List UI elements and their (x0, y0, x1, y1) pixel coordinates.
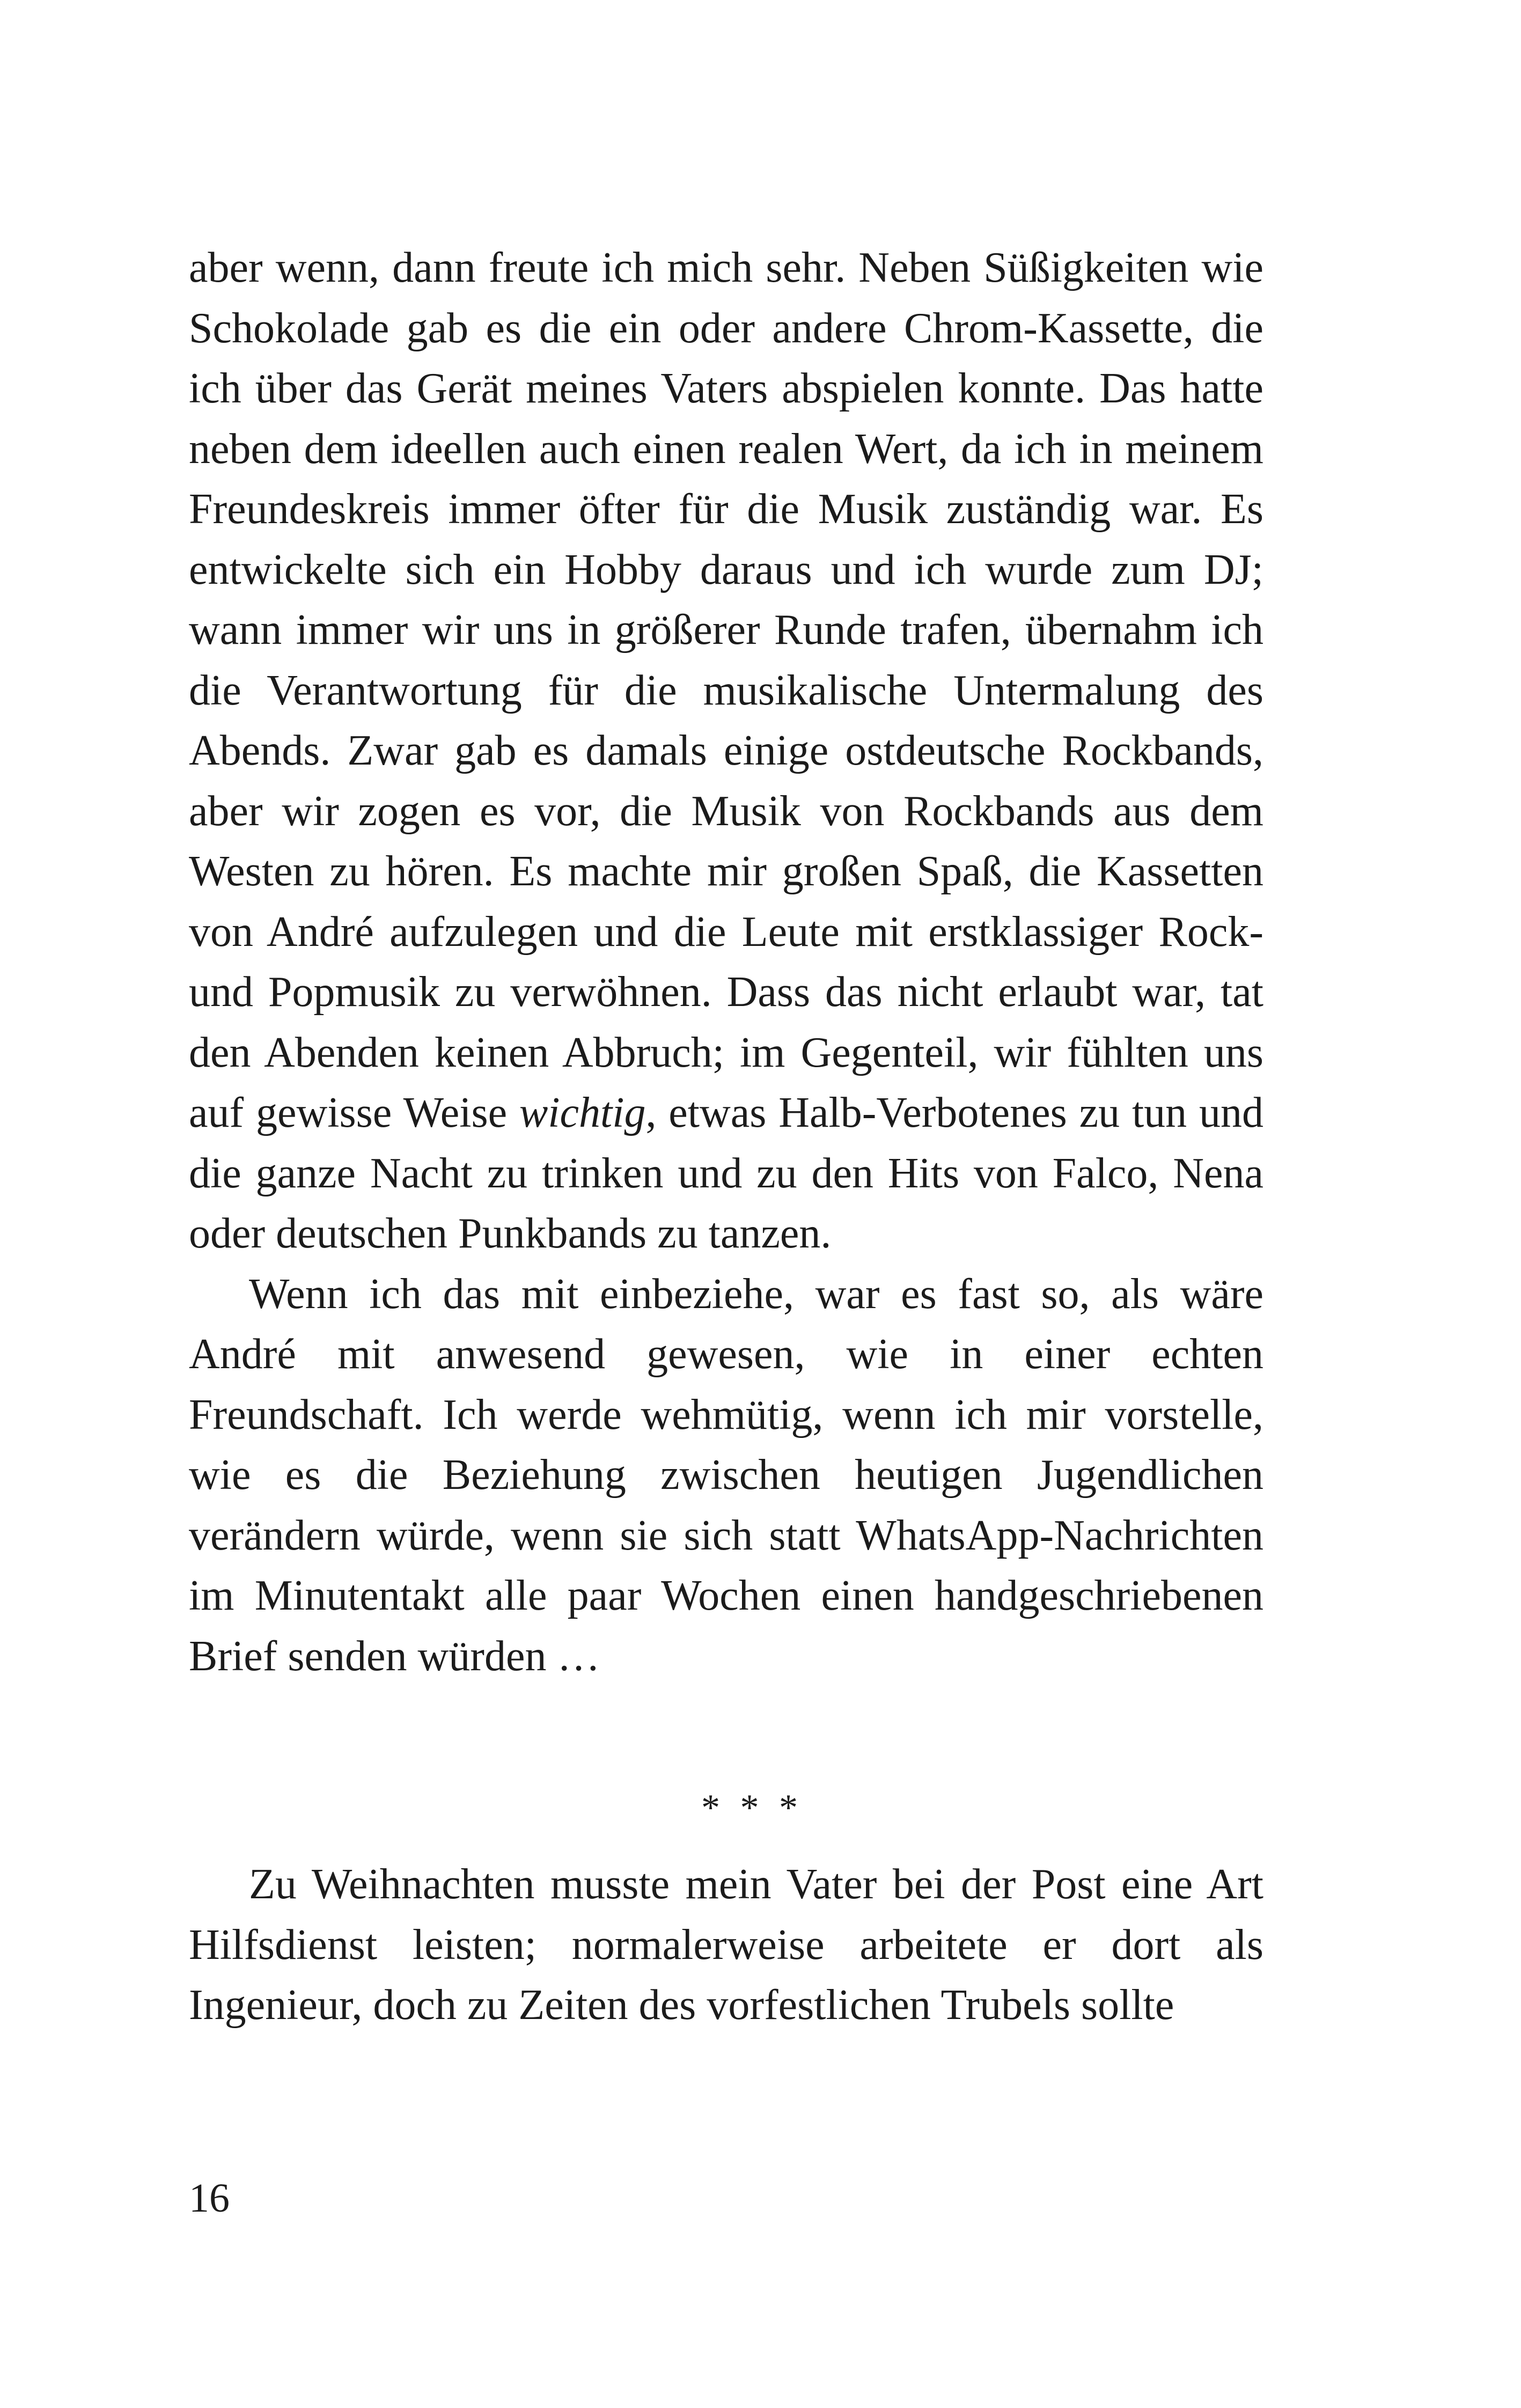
continued-text (189, 1854, 1263, 2036)
main-text (189, 238, 1263, 1686)
paragraph-3: Zu Weihnachten musste mein Vater bei der Post eine Art Hilfsdienst leisten; normalerweise arbeitete er dort als Ingenieur, doch zu Zeiten des vorfestlichen Trubels sollte (189, 1861, 1263, 2029)
paragraph-1 (189, 238, 1263, 1264)
page-number: 16 (189, 2176, 230, 2221)
section-break: * * * (701, 1787, 803, 1829)
paragraph-1-part-2: , etwas Halb-Verbotenes zu tun und die ganze Nacht zu trinken und zu den Hits von Falco, Nena oder deutschen Punkbands zu tanzen. (189, 1089, 1263, 1257)
paragraph-2: Wenn ich das mit einbeziehe, war es fast so, als wäre André mit anwesend gewesen, wie in einer echten Freundschaft. Ich werde wehmütig, wenn ich mir vorstelle, wie es die Beziehung zwischen heutigen Jugendlichen verändern würde, wenn sie sich statt WhatsApp-Nachrichten im Minutentakt alle paar Wochen einen handgeschriebenen Brief senden würden … (189, 1270, 1263, 1680)
emphasis-wichtig: wichtig (519, 1089, 646, 1136)
paragraph-1-part-1: aber wenn, dann freute ich mich sehr. Neben Süßigkeiten wie Schokolade gab es die ein oder andere Chrom-Kassette, die ich über das Gerät meines Vaters abspielen konnte. Das hatte neben dem ideellen auch einen realen Wert, da ich in meinem Freundeskreis immer öfter für die Musik zuständig war. Es entwickelte sich ein Hobby daraus und ich wurde zum DJ; wann immer wir uns in größerer Runde trafen, übernahm ich die Verantwortung für die musikalische Untermalung des Abends. Zwar gab es damals einige ostdeutsche Rockbands, aber wir zogen es vor, die Musik von Rockbands aus dem Westen zu hören. Es machte mir großen Spaß, die Kassetten von André aufzulegen und die Leute mit erstklassiger Rock- und Popmusik zu verwöhnen. Dass das nicht erlaubt war, tat den Abenden keinen Abbruch; im Gegenteil, wir fühlten uns auf gewisse Weise (189, 244, 1263, 1136)
